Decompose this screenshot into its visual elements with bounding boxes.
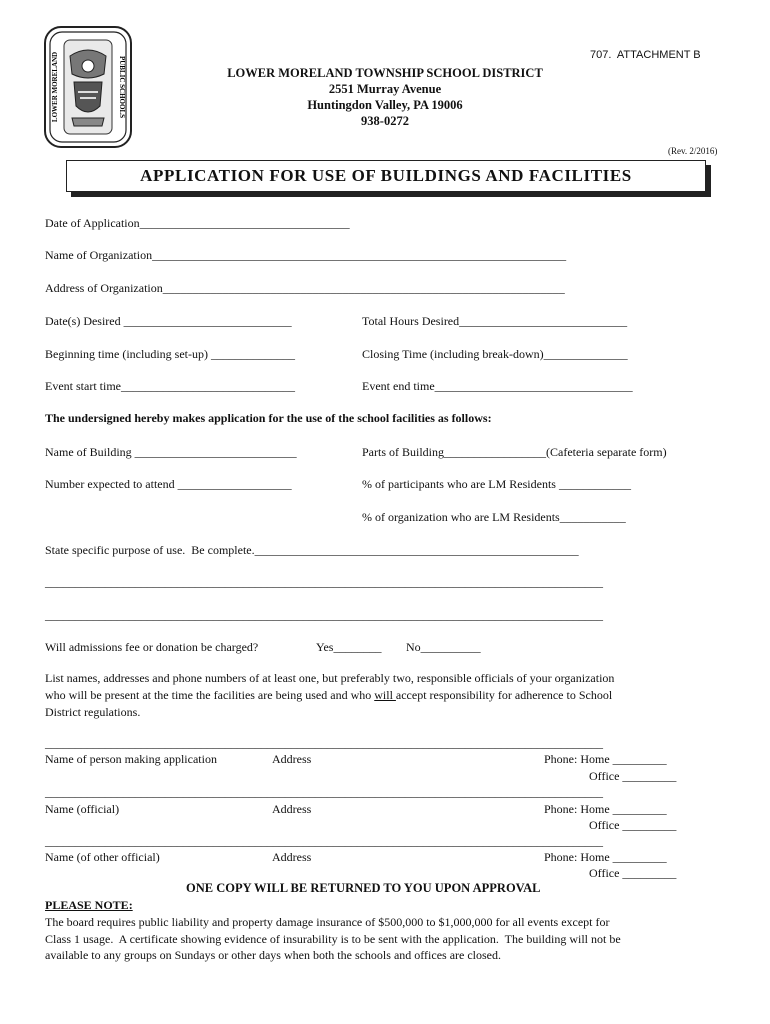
organization-address-field[interactable]: Address of Organization___________________________________________________________________ xyxy=(45,281,565,295)
date-of-application-field[interactable]: Date of Application___________________________________ xyxy=(45,216,350,230)
event-end-field[interactable]: Event end time_________________________________ xyxy=(362,379,633,393)
parts-of-building-field[interactable]: Parts of Building_________________(Cafeteria separate form) xyxy=(362,445,667,459)
contact-signature-line[interactable]: _____________________________________________________________________________________________ xyxy=(45,834,603,848)
other-official-address-label: Address xyxy=(272,850,312,864)
number-expected-field[interactable]: Number expected to attend ___________________ xyxy=(45,477,292,491)
official-home-phone-field[interactable]: Phone: Home _________ xyxy=(544,802,667,816)
contact-signature-line[interactable]: _____________________________________________________________________________________________ xyxy=(45,736,603,750)
other-official-office-phone-field[interactable]: Office _________ xyxy=(589,866,677,880)
purpose-field[interactable]: State specific purpose of use. Be complete.______________________________________________________ xyxy=(45,543,579,557)
organization-name-field[interactable]: Name of Organization_____________________________________________________________________ xyxy=(45,248,567,262)
official-office-phone-field[interactable]: Office _________ xyxy=(589,818,677,832)
officials-instructions-line-3: District regulations. xyxy=(45,705,141,719)
revision-date: (Rev. 2/2016) xyxy=(668,146,718,156)
officials-instructions-line-2: who will be present at the time the facilities are being used and who will accept responsibility for adherence to School xyxy=(45,688,613,702)
logo-left-text: LOWER MORELAND xyxy=(51,51,59,123)
other-official-name-label: Name (of other official) xyxy=(45,850,160,864)
applicant-office-phone-field[interactable]: Office _________ xyxy=(589,769,677,783)
participants-residents-field[interactable]: % of participants who are LM Residents ____________ xyxy=(362,477,631,491)
official-address-label: Address xyxy=(272,802,312,816)
form-title-box xyxy=(66,160,706,192)
applicant-home-phone-field[interactable]: Phone: Home _________ xyxy=(544,752,667,766)
insurance-note-line-3: available to any groups on Sundays or other days when both the schools and offices are closed. xyxy=(45,948,501,962)
event-start-field[interactable]: Event start time_____________________________ xyxy=(45,379,295,393)
admission-yes-field[interactable]: Yes________ xyxy=(316,640,382,654)
district-name: LOWER MORELAND TOWNSHIP SCHOOL DISTRICT xyxy=(227,66,543,80)
officials-instructions-line-1: List names, addresses and phone numbers of at least one, but preferably two, responsible officials of your organization xyxy=(45,671,615,685)
logo-right-text: PUBLIC SCHOOLS xyxy=(118,55,126,119)
organization-residents-field[interactable]: % of organization who are LM Residents___________ xyxy=(362,510,626,524)
total-hours-field[interactable]: Total Hours Desired____________________________ xyxy=(362,314,628,328)
district-phone: 938-0272 xyxy=(361,114,409,128)
admission-question: Will admissions fee or donation be charged? xyxy=(45,640,259,654)
admission-no-field[interactable]: No__________ xyxy=(406,640,481,654)
form-title: APPLICATION FOR USE OF BUILDINGS AND FACILITIES xyxy=(140,166,632,185)
attachment-label: 707. ATTACHMENT B xyxy=(590,49,701,61)
district-city: Huntingdon Valley, PA 19006 xyxy=(307,98,463,112)
applicant-name-label: Name of person making application xyxy=(45,752,217,766)
copy-returned-notice: ONE COPY WILL BE RETURNED TO YOU UPON APPROVAL xyxy=(186,881,541,895)
purpose-line-2[interactable]: _____________________________________________________________________________________________ xyxy=(45,608,603,622)
beginning-time-field[interactable]: Beginning time (including set-up) ______________ xyxy=(45,347,295,361)
official-name-label: Name (official) xyxy=(45,802,120,816)
other-official-home-phone-field[interactable]: Phone: Home _________ xyxy=(544,850,667,864)
building-name-field[interactable]: Name of Building ___________________________ xyxy=(45,445,297,459)
insurance-note-line-1: The board requires public liability and property damage insurance of $500,000 to $1,000,000 for all events except for xyxy=(45,915,610,929)
dates-desired-field[interactable]: Date(s) Desired ____________________________ xyxy=(45,314,292,328)
insurance-note-line-2: Class 1 usage. A certificate showing evidence of insurability is to be sent with the application. The building will not be xyxy=(45,932,621,946)
closing-time-field[interactable]: Closing Time (including break-down)______________ xyxy=(362,347,628,361)
contact-signature-line[interactable]: _____________________________________________________________________________________________ xyxy=(45,785,603,799)
applicant-address-label: Address xyxy=(272,752,312,766)
purpose-line-1[interactable]: _____________________________________________________________________________________________ xyxy=(45,575,603,589)
district-street: 2551 Murray Avenue xyxy=(328,82,442,96)
please-note-heading: PLEASE NOTE: xyxy=(45,898,133,912)
facilities-section-heading: The undersigned hereby makes application for the use of the school facilities as follows: xyxy=(45,411,492,425)
